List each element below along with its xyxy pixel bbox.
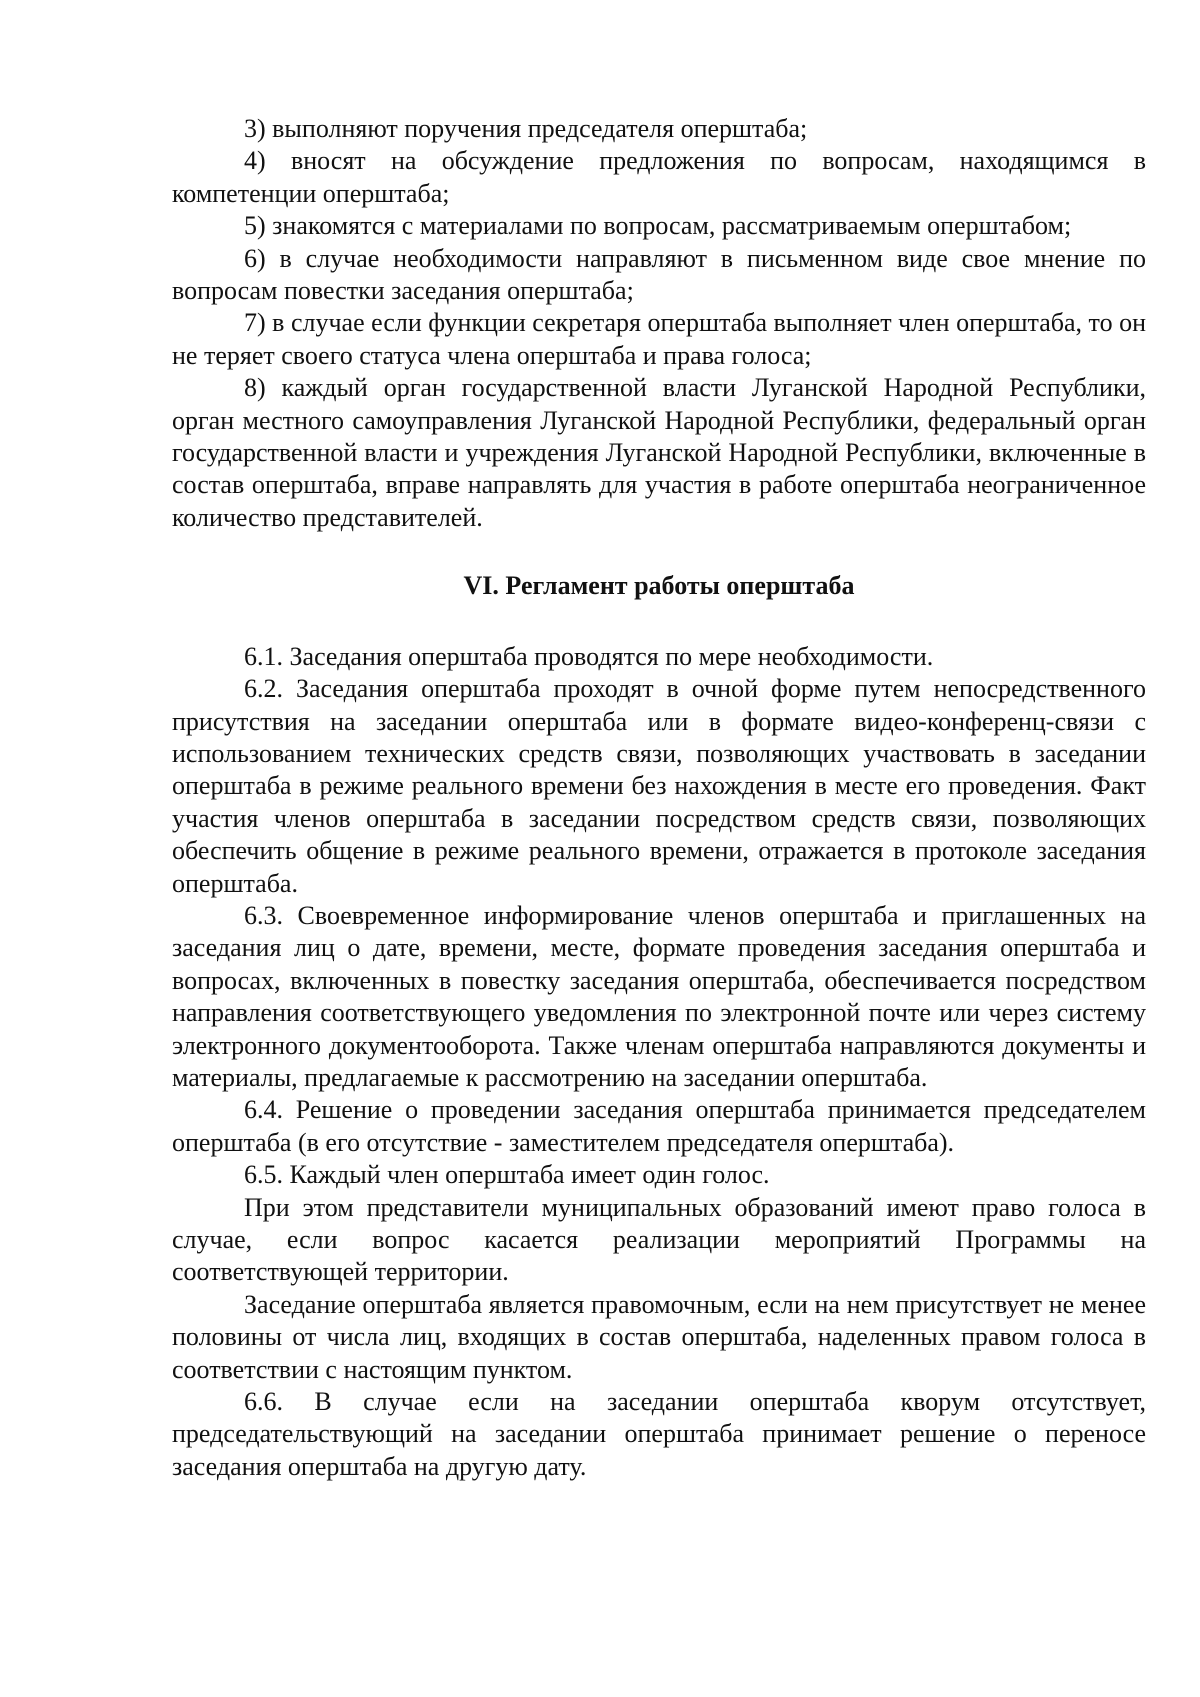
paragraph-6-3: 6.3. Своевременное информирование членов оперштаба и приглашенных на заседания лиц о дате, времени, месте, формате проведения заседания оперштаба и вопросах, включенных в повестку заседания оперштаба, обеспечивается посредством направления соответствующего уведомления по электронной почте или через систему электронного документооборота. Также членам оперштаба направляются документы и материалы, предлагаемые к рассмотрению на заседании оперштаба. bbox=[172, 900, 1146, 1092]
section-heading: VI. Регламент работы оперштаба bbox=[463, 571, 855, 601]
paragraph-6-2: 6.2. Заседания оперштаба проходят в очной форме путем непосредственного присутствия на заседании оперштаба или в формате видео-конференц-связи с использованием технических средств связи, позволяющих участвовать в заседании оперштаба в режиме реального времени без нахождения в месте его проведения. Факт участия членов оперштаба в заседании посредством средств связи, позволяющих обеспечить общение в режиме реального времени, отражается в протоколе заседания оперштаба. bbox=[172, 674, 1146, 898]
list-item-8: 8) каждый орган государственной власти Луганской Народной Республики, орган местного самоуправления Луганской Народной Республики, федеральный орган государственной власти и учреждения Луганской Народной Республики, включенные в состав оперштаба, вправе направлять для участия в работе оперштаба неограниченное количество представителей. bbox=[172, 373, 1146, 532]
list-item-4: 4) вносят на обсуждение предложения по вопросам, находящимся в компетенции оперштаба; bbox=[172, 146, 1146, 208]
list-item-7: 7) в случае если функции секретаря оперштаба выполняет член оперштаба, то он не теряет своего статуса члена оперштаба и права голоса; bbox=[172, 308, 1146, 370]
paragraph-voting-rights: При этом представители муниципальных образований имеют право голоса в случае, если вопрос касается реализации мероприятий Программы на соответствующей территории. bbox=[172, 1192, 1146, 1287]
paragraph-6-1: 6.1. Заседания оперштаба проводятся по мере необходимости. bbox=[244, 641, 934, 671]
document-page bbox=[172, 113, 1146, 1483]
paragraph-quorum: Заседание оперштаба является правомочным, если на нем присутствует не менее половины от числа лиц, входящих в состав оперштаба, наделенных правом голоса в соответствии с настоящим пунктом. bbox=[172, 1289, 1146, 1384]
paragraph-6-4: 6.4. Решение о проведении заседания оперштаба принимается председателем оперштаба (в его отсутствие - заместителем председателя оперштаба). bbox=[172, 1095, 1146, 1157]
list-item-6: 6) в случае необходимости направляют в письменном виде свое мнение по вопросам повестки заседания оперштаба; bbox=[172, 243, 1146, 306]
paragraph-6-6: 6.6. В случае если на заседании оперштаба кворум отсутствует, председательствующий на заседании оперштаба принимает решение о переносе заседания оперштаба на другую дату. bbox=[172, 1387, 1146, 1481]
list-item-3: 3) выполняют поручения председателя оперштаба; bbox=[244, 114, 808, 143]
paragraph-6-5: 6.5. Каждый член оперштаба имеет один голос. bbox=[244, 1160, 770, 1190]
list-item-5: 5) знакомятся с материалами по вопросам, рассматриваемым оперштабом; bbox=[244, 211, 1072, 241]
